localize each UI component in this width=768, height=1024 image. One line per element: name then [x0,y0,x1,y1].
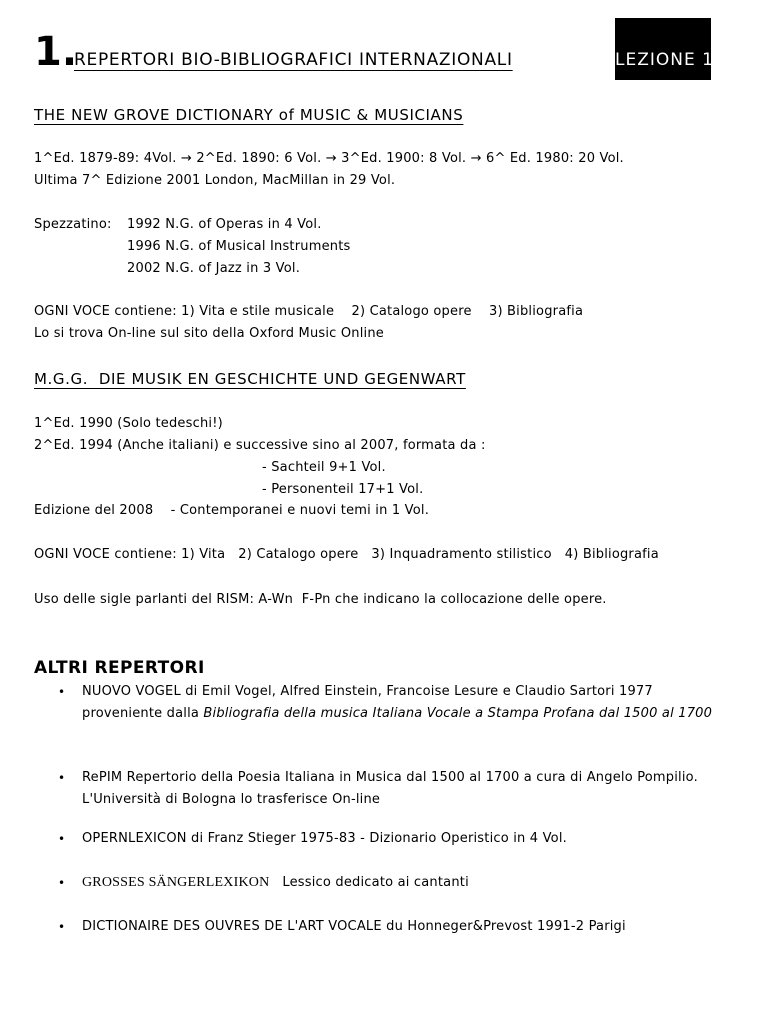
saengerlexikon-desc: Lessico dedicato ai cantanti [282,875,469,890]
bullet-icon: • [58,685,66,699]
spezzatino-item: 1992 N.G. of Operas in 4 Vol. [127,217,322,232]
bullet-icon: • [58,876,66,890]
opernlexikon-entry: OPERNLEXICON di Franz Stieger 1975-83 - Dizionario Operistico in 4 Vol. [82,831,567,846]
saengerlexikon-name: GROSSES SÄNGERLEXIKON [82,875,270,890]
dictionaire-entry: DICTIONAIRE DES OUVRES DE L'ART VOCALE du Honneger&Prevost 1991-2 Parigi [82,919,626,934]
grove-editions: 1^Ed. 1879-89: 4Vol. → 2^Ed. 1890: 6 Vol. → 3^Ed. 1900: 8 Vol. → 6^ Ed. 1980: 20 Vol. [34,151,624,166]
mgg-edizione-2008: Edizione del 2008 - Contemporanei e nuovi temi in 1 Vol. [34,503,430,518]
grove-ogni-voce: OGNI VOCE contiene: 1) Vita e stile musicale 2) Catalogo opere 3) Bibliografia [34,304,584,319]
mgg-sigle: Uso delle sigle parlanti del RISM: A-Wn F-Pn che indicano la collocazione delle opere. [34,592,607,607]
saengerlexikon-entry [82,872,469,894]
mgg-heading: M.G.G. DIE MUSIK EN GESCHICHTE UND GEGENWART [34,370,466,388]
spezzatino-item: 1996 N.G. of Musical Instruments [127,239,351,254]
vogel-entry [82,681,722,725]
grove-heading: THE NEW GROVE DICTIONARY of MUSIC & MUSICIANS [34,106,464,124]
bullet-icon: • [58,832,66,846]
repim-entry: RePIM Repertorio della Poesia Italiana in Musica dal 1500 al 1700 a cura di Angelo Pompilio. L'Università di Bologna lo trasferisce On-line [82,770,698,807]
bullet-icon: • [58,920,66,934]
altri-heading: ALTRI REPERTORI [34,658,205,678]
spezzatino-label: Spezzatino: [34,217,112,232]
page-title: REPERTORI BIO-BIBLIOGRAFICI INTERNAZIONALI [74,50,513,70]
section-number: 1. [34,29,78,75]
lesson-badge-label: LEZIONE 1 [615,50,714,70]
grove-online: Lo si trova On-line sul sito della Oxford Music Online [34,326,384,341]
mgg-ogni-voce: OGNI VOCE contiene: 1) Vita 2) Catalogo opere 3) Inquadramento stilistico 4) Bibliografia [34,547,659,562]
spezzatino-item: 2002 N.G. of Jazz in 3 Vol. [127,261,301,276]
vogel-text: NUOVO VOGEL di Emil Vogel, Alfred Einstein, Francoise Lesure e Claudio Sartori 1977 proveniente dalla [82,684,653,721]
mgg-personenteil: - Personenteil 17+1 Vol. [262,482,424,497]
mgg-sachteil: - Sachteil 9+1 Vol. [262,460,386,475]
mgg-ed1: 1^Ed. 1990 (Solo tedeschi!) [34,416,223,431]
mgg-ed2: 2^Ed. 1994 (Anche italiani) e successive sino al 2007, formata da : [34,438,486,453]
vogel-italic-title: Bibliografia della musica Italiana Vocale a Stampa Profana dal 1500 al 1700 [203,706,713,721]
grove-last-edition: Ultima 7^ Edizione 2001 London, MacMillan in 29 Vol. [34,173,396,188]
bullet-icon: • [58,771,66,785]
